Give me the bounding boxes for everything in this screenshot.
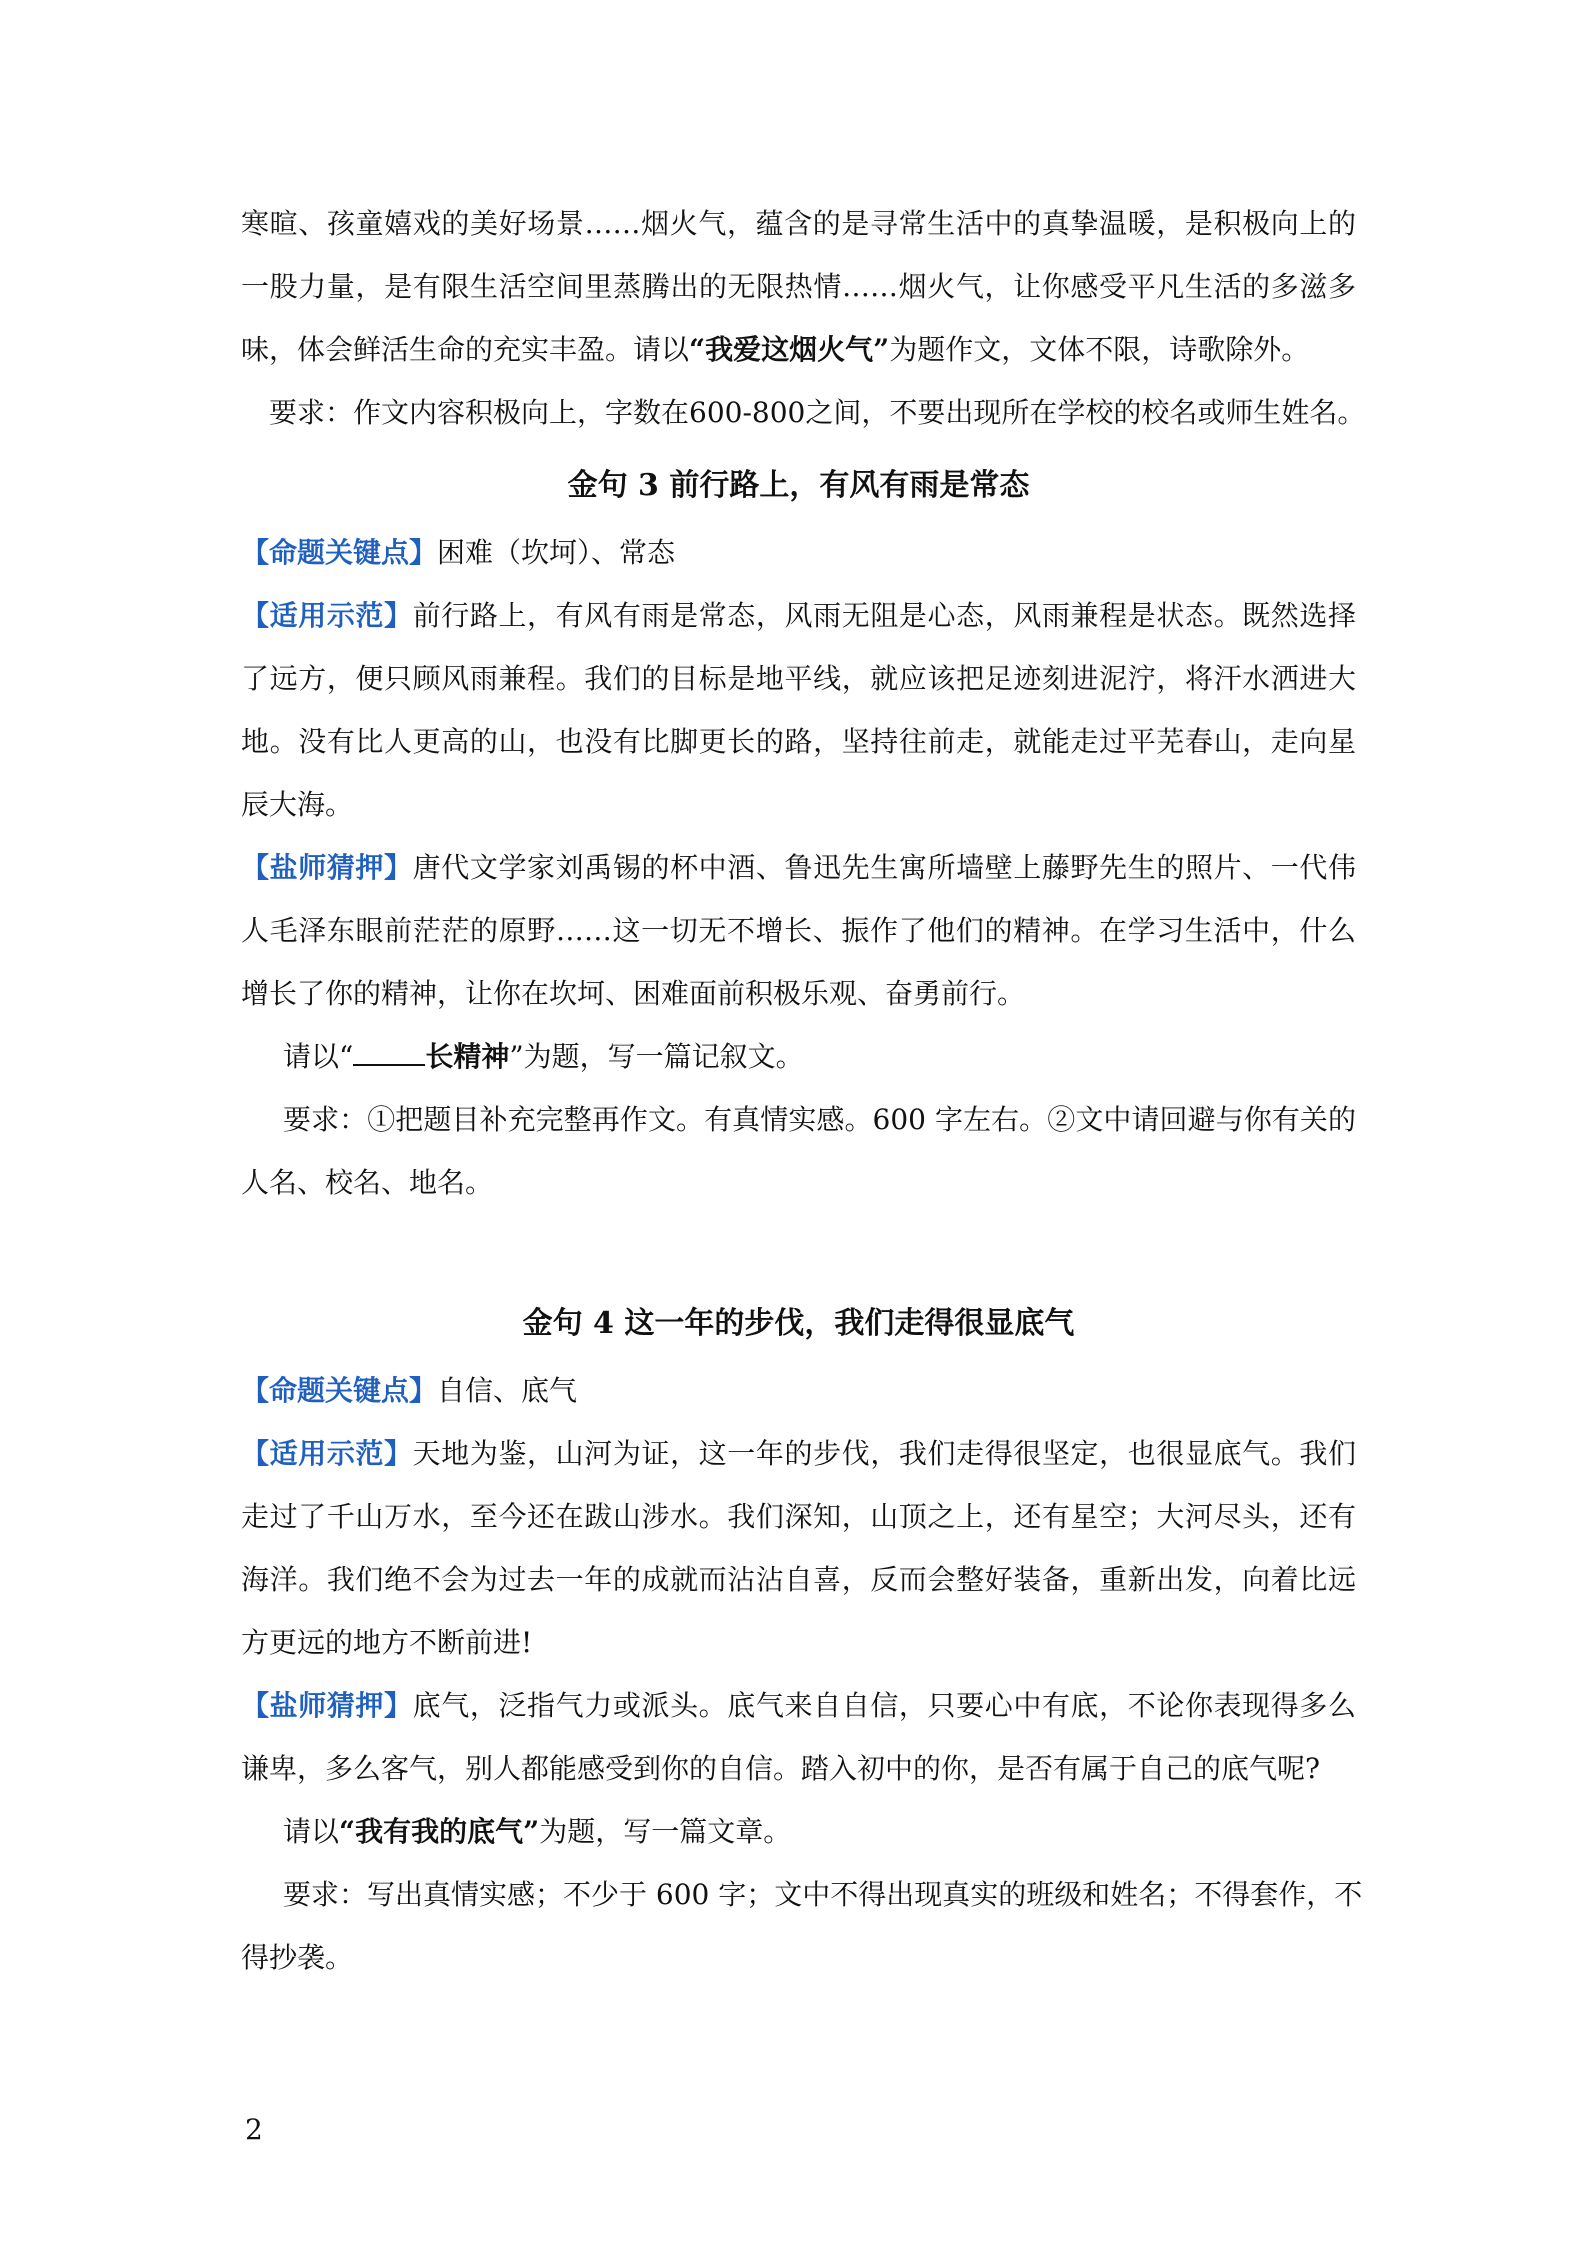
intro-line-3-post: 为题作文，文体不限，诗歌除外。 — [889, 333, 1310, 366]
intro-line-1: 寒暄、孩童嬉戏的美好场景……烟火气，蕴含的是寻常生活中的真挚温暖，是积极向上的 — [241, 207, 1356, 240]
section3-example-line-3: 地。没有比人更高的山，也没有比脚更长的路，坚持往前走，就能走过平芜春山，走向星 — [241, 725, 1356, 758]
section4-example-line-2: 走过了千山万水，至今还在跋山涉水。我们深知，山顶之上，还有星空；大河尽头，还有 — [241, 1500, 1356, 1533]
section3-key-point — [241, 521, 1356, 584]
section3-key-text: 困难（坎坷）、常态 — [437, 536, 676, 569]
section4-guess-line-2: 谦卑，多么客气，别人都能感受到你的自信。踏入初中的你，是否有属于自己的底气呢? — [241, 1752, 1321, 1785]
section3-requirement-line-2: 人名、校名、地名。 — [241, 1166, 494, 1199]
section3-guess-line-3: 增长了你的精神，让你在坎坷、困难面前积极乐观、奋勇前行。 — [241, 977, 1026, 1010]
section3-key-tag: 【命题关键点】 — [241, 536, 438, 569]
section3-example-line-4: 辰大海。 — [241, 788, 354, 821]
section3-example-line-2: 了远方，便只顾风雨兼程。我们的目标是地平线，就应该把足迹刻进泥泞，将汗水洒进大 — [241, 662, 1356, 695]
page-number: 2 — [245, 2113, 263, 2146]
section3-example-first: 前行路上，有风有雨是常态，风雨无阻是心态，风雨兼程是状态。既然选择 — [412, 599, 1356, 632]
section3-guess-line-2: 人毛泽东眼前茫茫的原野……这一切无不增长、振作了他们的精神。在学习生活中，什么 — [241, 914, 1356, 947]
section3-prompt — [241, 1025, 1356, 1088]
section3-example-line-1 — [241, 584, 1356, 647]
section3-prompt-pre: 请以“ — [283, 1040, 354, 1073]
section4-title: 金句 4 这一年的步伐，我们走得很显底气 — [522, 1306, 1075, 1341]
section3-example-tag: 【适用示范】 — [241, 599, 413, 632]
section4-example-first: 天地为鉴，山河为证，这一年的步伐，我们走得很坚定，也很显底气。我们 — [412, 1437, 1356, 1470]
section4-requirement-line-2: 得抄袭。 — [241, 1941, 354, 1974]
intro-line-3-pre: 味，体会鲜活生命的充实丰盈。请以 — [241, 333, 690, 366]
intro-topic: “我爱这烟火气” — [689, 333, 890, 366]
section3-title: 金句 3 前行路上，有风有雨是常态 — [567, 468, 1030, 503]
section4-example-line-4: 方更远的地方不断前进! — [241, 1626, 533, 1659]
intro-line-3 — [241, 318, 1356, 381]
section4-guess-first: 底气，泛指气力或派头。底气来自自信，只要心中有底，不论你表现得多么 — [412, 1689, 1356, 1722]
section4-prompt — [241, 1800, 1356, 1863]
section4-example-line-3: 海洋。我们绝不会为过去一年的成就而沾沾自喜，反而会整好装备，重新出发，向着比远 — [241, 1563, 1356, 1596]
section3-prompt-topic: 长精神 — [425, 1040, 510, 1073]
section4-prompt-post: 为题，写一篇文章。 — [539, 1815, 792, 1848]
section4-prompt-topic: “我有我的底气” — [339, 1815, 540, 1848]
section3-guess-tag: 【盐师猜押】 — [241, 851, 413, 884]
section4-key-text: 自信、底气 — [437, 1374, 578, 1407]
section3-requirement-line-1: 要求：①把题目补充完整再作文。有真情实感。600 字左右。②文中请回避与你有关的 — [283, 1103, 1356, 1136]
section3-guess-first: 唐代文学家刘禹锡的杯中酒、鲁迅先生寓所墙壁上藤野先生的照片、一代伟 — [412, 851, 1356, 884]
intro-line-2: 一股力量，是有限生活空间里蒸腾出的无限热情……烟火气，让你感受平凡生活的多滋多 — [241, 270, 1356, 303]
section4-prompt-pre: 请以 — [283, 1815, 340, 1848]
section4-guess-line-1 — [241, 1674, 1356, 1737]
fill-in-blank — [353, 1042, 425, 1066]
section4-key-point — [241, 1359, 1356, 1422]
document-page — [241, 192, 1366, 1989]
section3-guess-line-1 — [241, 836, 1356, 899]
section4-example-line-1 — [241, 1422, 1356, 1485]
intro-requirement: 要求：作文内容积极向上，字数在600-800之间，不要出现所在学校的校名或师生姓名。 — [269, 396, 1366, 429]
section4-guess-tag: 【盐师猜押】 — [241, 1689, 413, 1722]
section3-prompt-post: ”为题，写一篇记叙文。 — [509, 1040, 804, 1073]
section4-key-tag: 【命题关键点】 — [241, 1374, 438, 1407]
section4-requirement-line-1: 要求：写出真情实感；不少于 600 字；文中不得出现真实的班级和姓名；不得套作，不 — [283, 1878, 1363, 1911]
section4-example-tag: 【适用示范】 — [241, 1437, 413, 1470]
